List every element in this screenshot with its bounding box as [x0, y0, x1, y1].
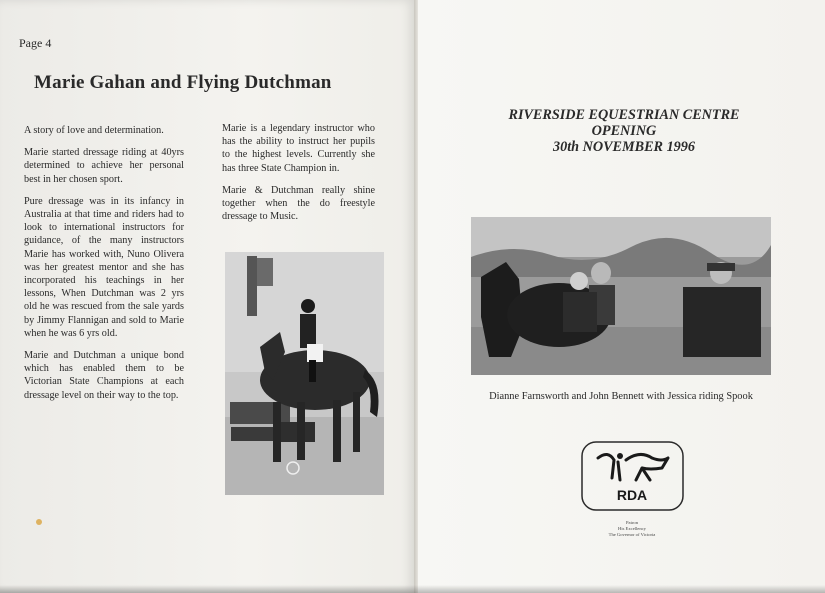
event-heading: [466, 107, 782, 155]
page-shadow: [0, 585, 825, 593]
patron-line: The Governor of Victoria: [608, 532, 656, 537]
rda-logo-icon: [580, 440, 685, 512]
article-title: Marie Gahan and Flying Dutchman: [34, 72, 332, 93]
patron-line: Patron: [626, 520, 638, 525]
page-fold: [414, 0, 418, 593]
dressage-photo-image: [225, 252, 384, 495]
group-photo-image: [471, 217, 771, 375]
paragraph: A story of love and determination.: [24, 125, 164, 136]
paragraph: Pure dressage was in its infancy in Australia at that time and riders had to look to international instructors for guidance, of the many instructors Marie has worked with, Nuno Olivera was her greatest mentor and she has incorporated his teachings in her lessons, When Dutchman was 2 yrs old he was rescued from the sale yards by Jimmy Flannigan and sold to Marie when he was 6 yrs old.: [24, 195, 184, 339]
text-column-2: [222, 122, 375, 232]
page-number: Page 4: [19, 36, 52, 50]
paper-stain: [36, 519, 42, 525]
paragraph: Marie and Dutchman a unique bond which has enabled them to be Victorian State Champions at each dressage level on their way to the top.: [24, 350, 184, 401]
paragraph: Marie started dressage riding at 40yrs determined to achieve her personal best in her chosen sport.: [24, 147, 184, 185]
paragraph: Marie is a legendary instructor who has the ability to instruct her pupils to the highest levels. Currently she has three State Champion in.: [222, 123, 375, 174]
dressage-photo: [225, 252, 384, 495]
patron-note: [592, 520, 672, 538]
heading-line: 30th NOVEMBER 1996: [553, 139, 695, 155]
text-column-1: [24, 124, 184, 411]
group-photo: [471, 217, 771, 375]
rda-logo: [580, 440, 685, 512]
photo-caption: Dianne Farnsworth and John Bennett with Jessica riding Spook: [489, 391, 753, 402]
paragraph: Marie & Dutchman really shine together when the do freestyle dressage to Music.: [222, 184, 375, 223]
logo-text: RDA: [616, 487, 648, 503]
heading-line: OPENING: [591, 123, 657, 139]
heading-line: RIVERSIDE EQUESTRIAN CENTRE: [508, 107, 740, 123]
patron-line: His Excellency: [618, 526, 646, 531]
